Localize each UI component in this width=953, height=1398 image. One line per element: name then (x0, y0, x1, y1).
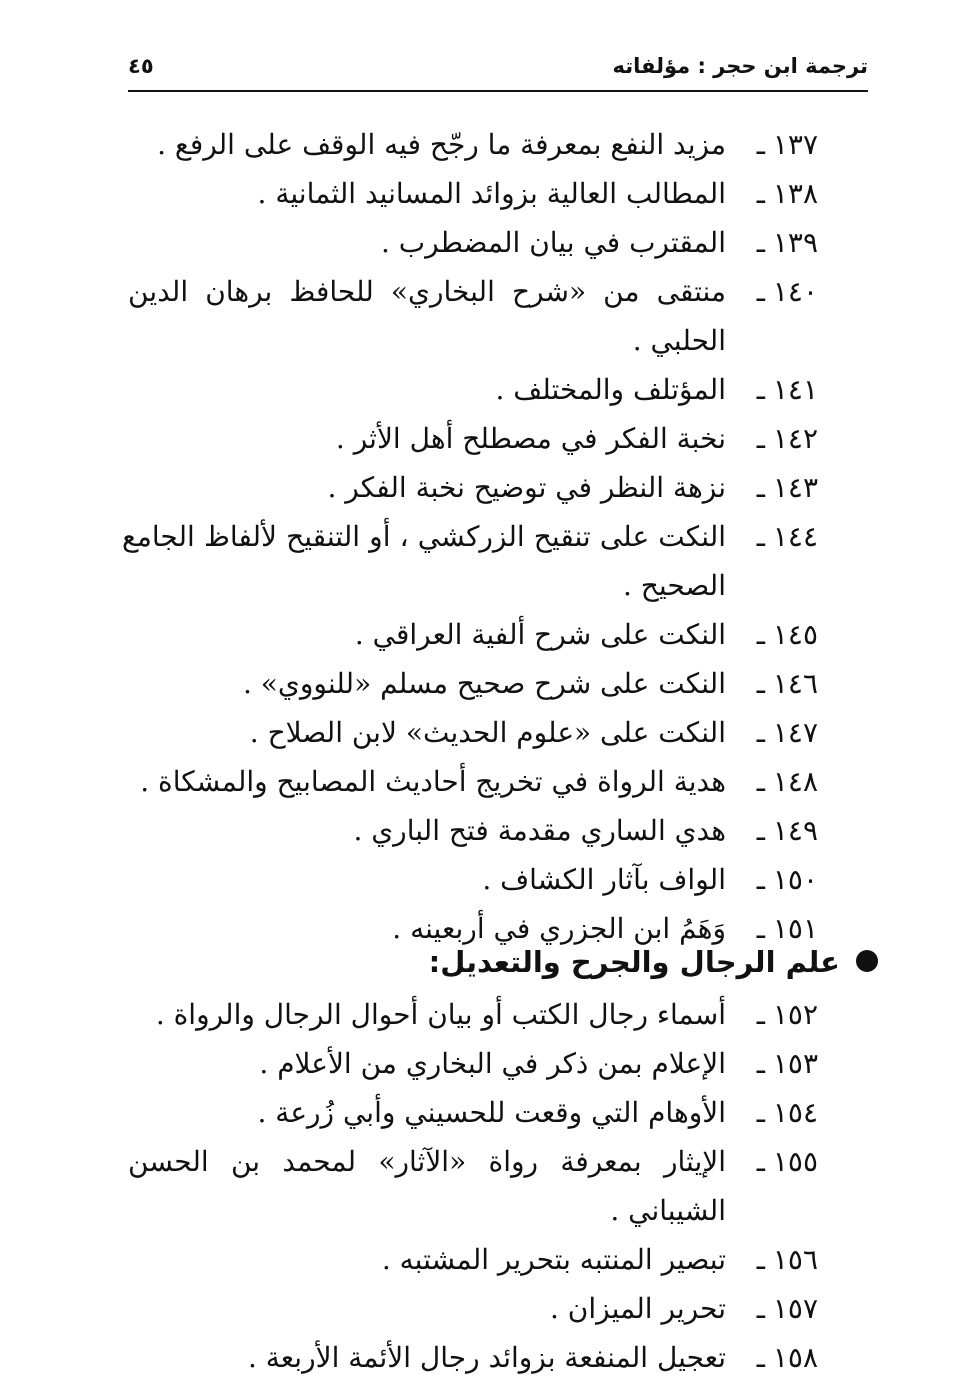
item-title: نخبة الفكر في مصطلح أهل الأثر . (335, 422, 726, 455)
item-dash: ـ (756, 1341, 765, 1374)
item-dash: ـ (756, 1292, 765, 1325)
item-dash: ـ (756, 814, 765, 847)
list-item (128, 463, 818, 512)
item-title: المقترب في بيان المضطرب . (380, 226, 726, 259)
item-dash: ـ (756, 471, 765, 504)
list-item (128, 610, 818, 659)
list-item (128, 990, 818, 1039)
item-number: ١٥٠ (772, 863, 818, 896)
item-title: النكت على شرح ألفية العراقي . (354, 618, 726, 651)
item-title: الإيثار بمعرفة رواة «الآثار» لمحمد بن الحسن الشيباني . (128, 1145, 726, 1227)
item-dash: ـ (756, 1145, 765, 1178)
running-header (128, 46, 868, 92)
item-number: ١٤٨ (772, 765, 818, 798)
item-number: ١٤٤ (772, 520, 818, 553)
section-heading (128, 936, 878, 988)
item-dash: ـ (756, 177, 765, 210)
item-number: ١٥٧ (772, 1292, 818, 1325)
list-item (128, 855, 818, 904)
list-item (128, 1039, 818, 1088)
item-dash: ـ (756, 275, 765, 308)
item-dash: ـ (756, 618, 765, 651)
item-dash: ـ (756, 1047, 765, 1080)
item-title: وَهَمُ ابن الجزري في أربعينه . (392, 912, 726, 945)
list-item (128, 1137, 818, 1235)
item-number: ١٣٩ (772, 226, 818, 259)
item-dash: ـ (756, 765, 765, 798)
list-item (128, 120, 818, 169)
item-title: المؤتلف والمختلف . (495, 373, 726, 406)
item-title: النكت على تنقيح الزركشي ، أو التنقيح لألفاظ الجامع الصحيح . (122, 520, 726, 602)
item-dash: ـ (756, 373, 765, 406)
item-title: تحرير الميزان . (550, 1292, 726, 1325)
item-number: ١٤٩ (772, 814, 818, 847)
item-dash: ـ (756, 422, 765, 455)
bullet-icon (856, 950, 878, 972)
list-item (128, 169, 818, 218)
item-dash: ـ (756, 128, 765, 161)
item-number: ١٤٣ (772, 471, 818, 504)
item-title: النكت على شرح صحيح مسلم «للنووي» . (243, 667, 726, 700)
item-number: ١٥١ (772, 912, 818, 945)
item-title: نزهة النظر في توضيح نخبة الفكر . (327, 471, 726, 504)
item-number: ١٤٢ (772, 422, 818, 455)
list-item (128, 1235, 818, 1284)
item-number: ١٥٢ (772, 998, 818, 1031)
item-title: الواف بآثار الكشاف . (482, 863, 726, 896)
list-item (128, 1333, 818, 1382)
item-dash: ـ (756, 912, 765, 945)
item-dash: ـ (756, 998, 765, 1031)
item-number: ١٥٥ (772, 1145, 818, 1178)
item-number: ١٥٦ (772, 1243, 818, 1276)
item-title: الإعلام بمن ذكر في البخاري من الأعلام . (259, 1047, 726, 1080)
item-title: تبصير المنتبه بتحرير المشتبه . (381, 1243, 726, 1276)
item-dash: ـ (756, 520, 765, 553)
list-item (128, 414, 818, 463)
item-dash: ـ (756, 226, 765, 259)
list-item (128, 659, 818, 708)
list-item (128, 267, 818, 365)
item-number: ١٥٤ (772, 1096, 818, 1129)
item-title: منتقى من «شرح البخاري» للحافظ برهان الدين الحلبي . (128, 275, 726, 357)
item-dash: ـ (756, 863, 765, 896)
works-list-rijal (128, 990, 818, 1382)
item-title: تعجيل المنفعة بزوائد رجال الأئمة الأربعة . (247, 1341, 726, 1374)
item-number: ١٤١ (772, 373, 818, 406)
item-title: هدية الرواة في تخريج أحاديث المصابيح والمشكاة . (140, 765, 726, 798)
list-item (128, 1088, 818, 1137)
item-title: الأوهام التي وقعت للحسيني وأبي زُرعة . (257, 1096, 726, 1129)
item-title: النكت على «علوم الحديث» لابن الصلاح . (249, 716, 726, 749)
item-number: ١٥٨ (772, 1341, 818, 1374)
item-number: ١٤٠ (772, 275, 818, 308)
list-item (128, 1284, 818, 1333)
list-item (128, 218, 818, 267)
item-number: ١٤٥ (772, 618, 818, 651)
list-item (128, 708, 818, 757)
page-number: ٤٥ (128, 54, 154, 78)
section-title: علم الرجال والجرح والتعديل: (428, 945, 840, 979)
item-number: ١٣٧ (772, 128, 818, 161)
item-title: المطالب العالية بزوائد المسانيد الثمانية . (257, 177, 726, 210)
item-number: ١٥٣ (772, 1047, 818, 1080)
item-number: ١٤٦ (772, 667, 818, 700)
running-title: ترجمة ابن حجر : مؤلفاته (612, 54, 868, 78)
item-title: أسماء رجال الكتب أو بيان أحوال الرجال والرواة . (155, 998, 726, 1031)
item-dash: ـ (756, 1096, 765, 1129)
item-number: ١٣٨ (772, 177, 818, 210)
works-list-hadith (122, 120, 818, 953)
item-dash: ـ (756, 716, 765, 749)
item-dash: ـ (756, 1243, 765, 1276)
list-item (122, 512, 818, 610)
item-dash: ـ (756, 667, 765, 700)
list-item (128, 757, 818, 806)
item-number: ١٤٧ (772, 716, 818, 749)
item-title: هدي الساري مقدمة فتح الباري . (353, 814, 726, 847)
list-item (128, 365, 818, 414)
item-title: مزيد النفع بمعرفة ما رجّح فيه الوقف على الرفع . (157, 128, 726, 161)
list-item (128, 806, 818, 855)
